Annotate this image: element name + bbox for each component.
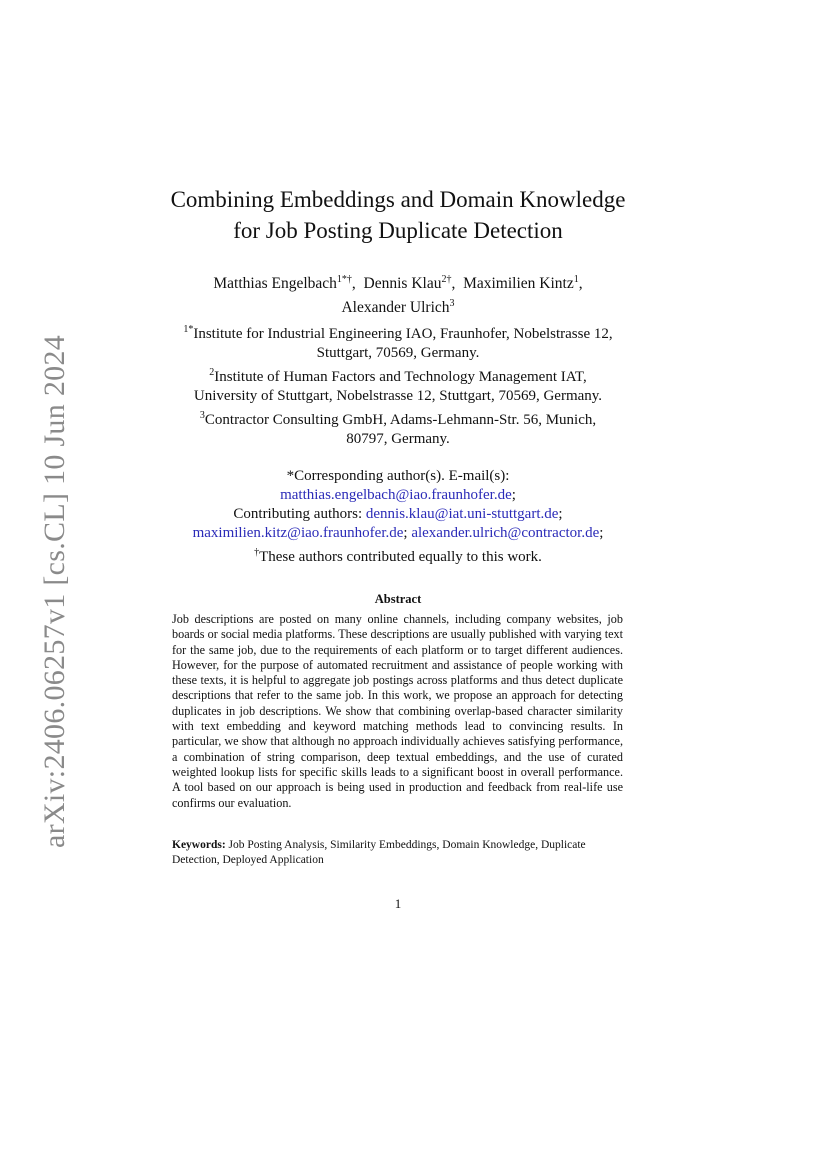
- arxiv-stamp: arXiv:2406.06257v1 [cs.CL] 10 Jun 2024: [38, 334, 71, 848]
- keywords-text: Job Posting Analysis, Similarity Embeddings, Domain Knowledge, Duplicate Detection, Deployed Application: [172, 839, 586, 866]
- affiliation-line: [100, 363, 696, 387]
- author-name: Maximilien Kintz: [463, 275, 574, 293]
- affiliation-superscript: 2: [209, 367, 215, 378]
- affiliation-line: University of Stuttgart, Nobelstrasse 12, Stuttgart, 70569, Germany.: [193, 388, 603, 404]
- email-link[interactable]: matthias.engelbach@iao.fraunhofer.de: [280, 487, 512, 503]
- email-link[interactable]: dennis.klau@iat.uni-stuttgart.de: [365, 506, 559, 522]
- affiliation-line: Stuttgart, 70569, Germany.: [316, 345, 480, 361]
- affiliation-line: [100, 406, 696, 430]
- email-link[interactable]: maximilien.kitz@iao.fraunhofer.de: [192, 525, 404, 541]
- contributing-label: Contributing authors:: [233, 506, 363, 522]
- author-superscript: 1*†: [336, 274, 352, 285]
- author-superscript: 3: [449, 298, 455, 310]
- affiliation-text: Contractor Consulting GmbH, Adams-Lehmann-Str. 56, Munich,: [204, 412, 597, 428]
- abstract-heading: Abstract: [374, 592, 422, 606]
- page-number: 1: [394, 896, 402, 911]
- email-link[interactable]: alexander.ulrich@contractor.de: [411, 525, 600, 541]
- contact-block: [100, 467, 696, 567]
- author-list: Matthias Engelbach$^{1*\dagger}$, Dennis Klau$^{2\dagger}$, Maximilien Kintz$^1$, Alexander Ulrich$^3$: [213, 274, 583, 317]
- affiliation-superscript: 1*: [183, 324, 194, 335]
- author-superscript: 1: [573, 274, 579, 285]
- abstract-text: Job descriptions are posted on many online channels, including company websites, job boards or social media platforms. These descriptions are usually published with varying text for the same job, due to the requirements of each platform or to target different audiences. However, for the purpose of automated recruitment and assistance of people working with these texts, it is helpful to aggregate job postings across platforms and thus detect duplicate descriptions that refer to the same job. In this work, we propose an approach for detecting duplicates in job descriptions. We show that combining overlap-based character similarity with text embedding and keyword matching methods lead to convincing results. In particular, we show that although no approach individually achieves satisfying performance, a combination of string comparison, deep textual embeddings, and the use of curated weighted lookup lists for specific skills leads to a significant boost in overall performance. A tool based on our approach is being used in production and feedback from real-life use confirms our evaluation.: [172, 612, 623, 810]
- affiliation-line: [100, 320, 696, 344]
- author-name: Dennis Klau: [363, 275, 442, 293]
- title-line-2: for Job Posting Duplicate Detection: [233, 218, 563, 243]
- contact-line: [100, 543, 696, 567]
- affiliation-superscript: 3: [199, 410, 205, 421]
- affiliation-text: Institute of Human Factors and Technology Management IAT,: [214, 369, 587, 385]
- affiliation-list: [100, 320, 696, 449]
- author-superscript: 2†: [441, 274, 452, 285]
- contact-line: matthias.engelbach@iao.fraunhofer.de;: [280, 487, 516, 503]
- keywords-label: Keywords:: [172, 839, 226, 851]
- title-line-1: Combining Embeddings and Domain Knowledge: [170, 187, 626, 212]
- affiliation-text: Institute for Industrial Engineering IAO, Fraunhofer, Nobelstrasse 12,: [193, 326, 613, 342]
- affiliation-line: 80797, Germany.: [346, 431, 450, 447]
- contact-line: maximilien.kitz@iao.fraunhofer.de; alexander.ulrich@contractor.de;: [192, 525, 604, 541]
- author-name: Alexander Ulrich: [341, 299, 450, 317]
- paper-title: [100, 184, 696, 246]
- equal-contribution-note: These authors contributed equally to this work.: [259, 549, 542, 565]
- dagger-superscript: †: [254, 547, 260, 558]
- contact-line: Contributing authors: dennis.klau@iat.uni-stuttgart.de;: [233, 506, 563, 522]
- author-name: Matthias Engelbach: [213, 275, 337, 293]
- keywords-block: [172, 838, 623, 867]
- corresponding-label: *Corresponding author(s). E-mail(s):: [286, 468, 510, 484]
